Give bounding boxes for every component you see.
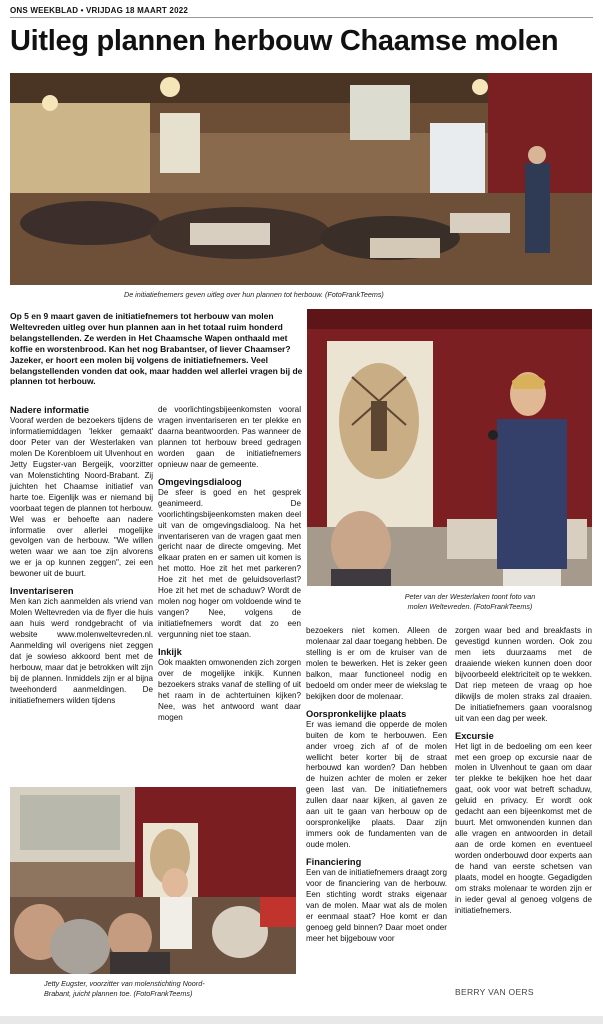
column-1 (10, 405, 153, 707)
text-inventariseren: Men kan zich aanmelden als vriend van Molen Weltevreden via de flyer die huis aan huis werd rondgebracht of via website www.molenweltevreden.nl. Aanmelding wil overigens niet zeggen dat je sowieso akkoord bent met de herbouw, maar dat je betrokken wilt zijn bij de plannen. Inmiddels zijn er al bijna tweehonderd aanmeldingen. De initiatiefnemers wilden tijdens (10, 597, 153, 705)
headline: Uitleg plannen herbouw Chaamse molen (10, 25, 559, 57)
text-oorspronkelijke-plaats: Er was iemand die opperde de molen buiten de kom te herbouwen. Een ander vroeg zich af of de molen wellicht beter korter bij de straat herbouwd kan worden? Dan hebben de huizen achter de molen er zeker geen last van. De initiatiefnemers zullen daar naar kijken, al gaven ze aan uit te gaan van herbouw op de oorspronkelijke plaats. Daar zijn immers ook de fundamenten van de oude molen. (306, 719, 447, 850)
heading-inventariseren: Inventariseren (10, 586, 74, 597)
heading-financiering: Financiering (306, 857, 362, 868)
column-4 (455, 626, 592, 917)
heading-inkijk: Inkijk (158, 647, 182, 658)
header-rule (10, 17, 593, 18)
column-3 (306, 626, 447, 945)
heading-oorspronkelijke-plaats: Oorspronkelijke plaats (306, 708, 407, 719)
column-2 (158, 405, 301, 724)
heading-excursie: Excursie (455, 730, 494, 741)
text-omgevingsdialoog: De sfeer is goed en het gesprek geanimeerd. De voorlichtingsbijeenkomsten maken deel uit van de omgevingsdialoog. Na het inventariseren van de vragen gaat men gericht naar de directe omgeving. Met elkaar praten en er samen uit komen is het motto. Hoe zit het met parkeren? Hoe zit het met de geluidsoverlast? Hoe zit het met de schaduw? Wordt de molen nog hoger om voldoende wind te vangen? Nee, volgens de initiatiefnemers wordt dat zo een vergunning niet toe staan. (158, 487, 301, 640)
right-photo-caption-2: molen Weltevreden. (FotoFrankTeems) (407, 602, 533, 611)
paper-header: ONS WEEKBLAD • VRIJDAG 18 MAART 2022 (10, 6, 189, 15)
photo-chairwoman (10, 787, 296, 974)
page-bottom-strip (0, 1016, 603, 1024)
text-excursie: Het ligt in de bedoeling om een keer met een groep op excursie naar de molen in Ulvenhout te gaan om daar ter plekke te bekijken hoe het daar gaat, ook voor wat betreft schaduw, geluid en privacy. Er wordt ook gedacht aan een bijeenkomst met de buurt. Met omwonenden kunnen dan alle vragen en antwoorden in detail aan de orde komen en eventueel worden onderbouwd door experts aan de hand van eerste schetsen van plaats, model en hoogte. Gegadigden om straks molenaar te worden zijn er in ieder geval al genoeg volgens de initiatiefnemers. (455, 741, 592, 915)
text-col3-continued: bezoekers niet komen. Alleen de molenaar zal daar toegang hebben. De stelling is er om de kruiser van de molen te bewerken. Het is zeker geen balkon, maar functioneel nodig en bedoeld om onder meer de wiekslag te bekijken door de molenaar. (306, 626, 447, 701)
text-col2-continued: de voorlichtingsbijeenkomsten vooral vragen inventariseren en ter plekke en daarna beantwoorden. Pas wanneer de plannen tot herbouw breed gedragen worden gaan de initiatiefnemers opnieuw naar de gemeente. (158, 405, 301, 469)
heading-nadere-informatie: Nadere informatie (10, 405, 90, 415)
text-nadere-informatie: Vooraf werden de bezoekers tijdens de informatiemiddagen 'lekker gemaakt' door Peter van der Westerlaken van molen De Korenbloem uit Ulvenhout en Jetty Eugster-van Bergeijk, voorzitter van Molenstichting Noord-Brabant. Zij juichten het Chaamse initiatief van harte toe. Eigenlijk was er niemand bij voorbaat tegen de plannen tot herbouw. Wel was er behoefte aan nadere informatie over allerlei mogelijke gevolgen van de herbouw. "We willen weten waar we aan toe zijn alvorens we er ja op kunnen zeggen", zei een bewoner uit de buurt. (10, 416, 153, 579)
intro-paragraph: Op 5 en 9 maart gaven de initiatiefnemers tot herbouw van molen Weltevreden uitleg over hun plannen aan in het totaal ruim honderd belangstellenden. Ze werden in Het Chaamsche Wapen onthaald met koffie en worstenbrood. Kan het nog Brabantser, of liever Chaamser? Jazeker, er hoort een molen bij volgens de initiatiefnemers. Veel belangstellenden vonden dat ook, maar hadden wel allerlei vragen bij de plannen tot herbouw. (10, 311, 303, 387)
photo-meeting-hall (10, 73, 592, 285)
bottom-photo-caption-2: Brabant, juicht plannen toe. (FotoFrankTeems) (44, 989, 193, 998)
top-photo-caption: De initiatiefnemers geven uitleg over hun plannen tot herbouw. (FotoFrankTeems) (124, 290, 384, 299)
text-financiering: Een van de initiatiefnemers draagt zorg voor de financiering van de herbouw. Een stichting wordt straks eigenaar van de molen. Maar wat als de molen er eenmaal staat? Hoe komt er dan genoeg geld binnen? Daar moet onder meer het bijgebouw voor (306, 868, 447, 943)
bottom-photo-caption-1: Jetty Eugster, voorzitter van molenstichting Noord- (44, 979, 205, 988)
right-photo-caption-1: Peter van der Westerlaken toont foto van (404, 592, 536, 601)
byline: BERRY VAN OERS (455, 987, 534, 997)
text-inkijk: Ook maakten omwonenden zich zorgen over de mogelijke inkijk. Kunnen bezoekers straks vanaf de stelling of uit het raam in de achtertuinen kijken? Nee, was het antwoord want daar mogen (158, 658, 301, 722)
heading-omgevingsdialoog: Omgevingsdialoog (158, 476, 242, 487)
text-col4-continued: zorgen waar bed and breakfasts in gevestigd kunnen worden. Ook zou men iets duurzaams met de draaiende wieken kunnen doen door bijvoorbeeld elektriciteit op te wekken. Dat riep meteen de vraag op hoe dikwijls de molen straks zal draaien. De initiatiefnemers gaan vooralsnog uit van een dag per week. (455, 626, 592, 723)
photo-speaker (307, 309, 592, 586)
